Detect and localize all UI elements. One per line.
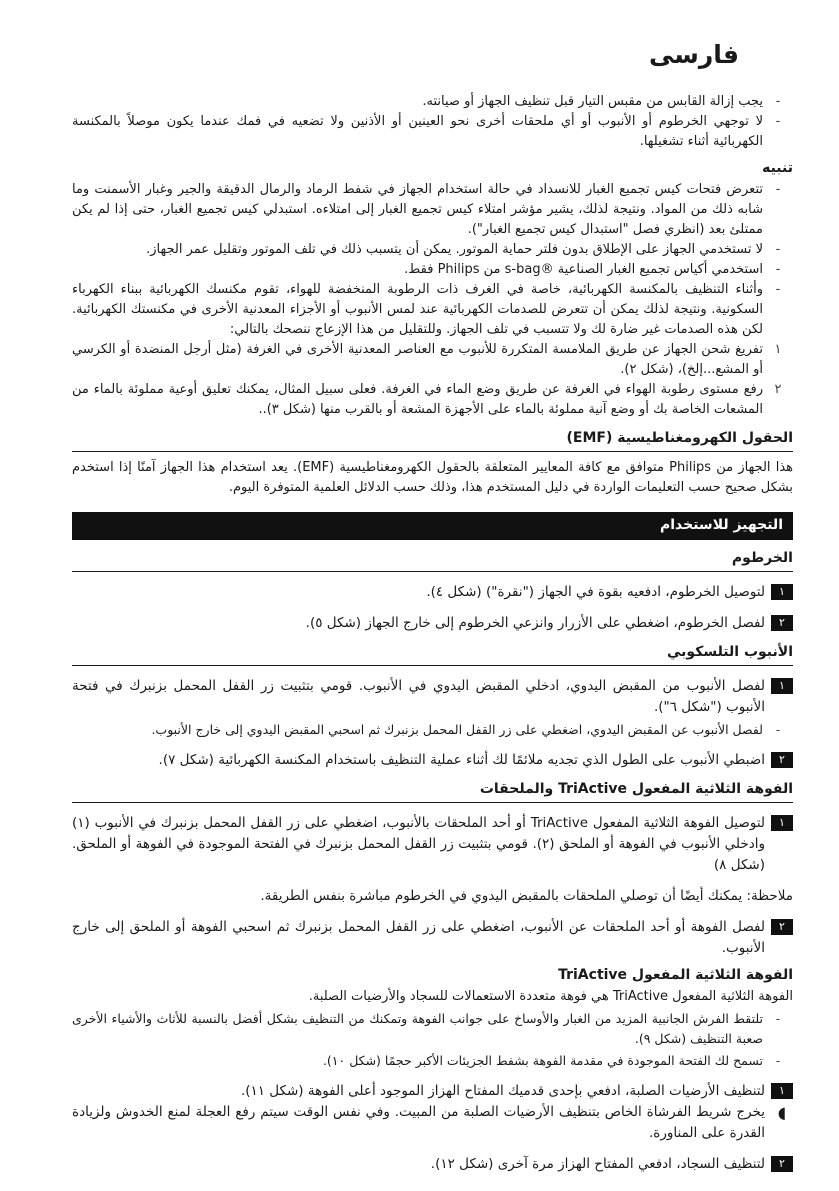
- tube-sub-bullet: [72, 720, 793, 740]
- bullet-marker: ١: [774, 342, 782, 357]
- step-number: ٢: [771, 615, 793, 631]
- bullet-marker: -: [775, 262, 781, 277]
- prep-section-bar: التجهیز للاستخدام: [72, 512, 793, 540]
- hose-step: [72, 582, 793, 603]
- hose-heading: الخرطوم: [72, 548, 793, 572]
- triactive-step: [72, 1081, 793, 1102]
- dash-bullet: -: [775, 1011, 781, 1026]
- tube-step: [72, 676, 793, 718]
- caution-text: رفع مستوی رطوبة الهواء في الغرفة عن طریق وضع الماء في الغرفة. فعلی سبیل المثال، یمکنك تعلیق أوعیة مملوئة بالماء من المشعات الخاصة بك أو وضع آنیة مملوئة بالماء علی الأجهزة المشعة أو بالقرب منها (شکل ٣)..: [72, 382, 763, 417]
- dash-bullet: -: [775, 114, 781, 129]
- page-title: فارسی: [648, 40, 739, 69]
- warning-text: لا توجهي الخرطوم أو الأنبوب أو أي ملحقات أخرى نحو العینین أو الأذنین ولا تضعیه في فمك عندما یکون موصلاً بالمکنسة الکهربائیة أثناء تشغیلها.: [72, 114, 763, 149]
- bullet-text: تلتقط الفرش الجانبیة المزید من الغبار والأوساخ علی جوانب الفوهة وتمکنك من التنظیف بشکل أفضل بالنسبة للأثاث والأشیاء الأخری صعبة التنظیف (شکل ٩).: [72, 1011, 763, 1046]
- caution-item: [72, 340, 793, 380]
- caution-text: لا تستخدمي الجهاز علی الإطلاق بدون فلتر حمایة الموتور. یمکن أن یتسبب ذلك في تلف الموتور وتقلیل عمر الجهاز.: [146, 242, 763, 257]
- step-number: ١: [771, 678, 793, 694]
- step-number: ١: [771, 1083, 793, 1099]
- sub-bullet-text: لفصل الأنبوب عن المقبض الیدوي، اضغطي علی زر القفل المحمل بزنبرك ثم اسحبي المقبض الیدوي إلی خارج الأنبوب.: [151, 722, 763, 737]
- caution-item: [72, 260, 793, 280]
- bullet-marker: -: [775, 242, 781, 257]
- bullet-text: تسمح لك الفتحة الموجودة في مقدمة الفوهة بشفط الجزیئات الأکبر حجمًا (شکل ١٠).: [322, 1053, 763, 1068]
- caution-text: تفریغ شحن الجهاز عن طریق الملامسة المتکررة للأنبوب مع العناصر المعدنیة الأخری في الغرفة (مثل أرجل المنضدة أو الکرسي أو المشع...إلخ)، (شکل ٢).: [72, 342, 763, 377]
- step-text: لفصل الفوهة أو أحد الملحقات عن الأنبوب، اضغطي علی زر القفل المحمل بزنبرك ثم اسحبي الفوهة أو الملحق إلی خارج الأنبوب.: [72, 919, 765, 956]
- step-text: لتنظیف السجاد، ادفعي المفتاح الهزاز مرة آخری (شکل ١٢).: [430, 1156, 765, 1172]
- step-text: لتنظیف الأرضیات الصلبة، ادفعي بإحدی قدمیك المفتاح الهزاز الموجود أعلی الفوهة (شکل ١١).: [240, 1083, 765, 1099]
- nozzle-accessories-heading: الفوهة الثلاثیة المفعول TriActive والملحقات: [72, 779, 793, 803]
- hose-step: [72, 613, 793, 634]
- caution-text: استخدمي أکیاس تجمیع الغبار الصناعیة ®s-bag من Philips فقط.: [404, 262, 763, 277]
- step-text: لفصل الأنبوب من المقبض الیدوي، ادخلي المقبض الیدوي في الأنبوب. قومي بتثبیت زر القفل المحمل بزنبرك في فتحة الأنبوب ("شکل ٦").: [72, 678, 765, 715]
- step-number: ٢: [771, 752, 793, 768]
- triactive-result: [72, 1102, 793, 1144]
- triactive-bullet: [72, 1009, 793, 1049]
- result-bullet-icon: ◖: [777, 1103, 787, 1122]
- caution-text: وأثناء التنظیف بالمکنسة الکهربائیة، خاصة في الغرف ذات الرطوبة المنخفضة للهواء، تقوم مکنسك الکهربائیة ببناء الکهرباء السکونیة. ونتیجة لذلك یمکن أن تتعرض للصدمات الکهربائیة عند لمس الأنبوب أو الأجزاء المعدنیة الأخری في مکنستك الکهربائیة. لکن هذه الصدمات غیر ضارة لك ولا تتسبب في تلف الجهاز. وللتقلیل من هذا الإزعاج ننصحك بالتالي:: [72, 282, 763, 337]
- dash-bullet: -: [775, 94, 781, 109]
- step-number: ٢: [771, 1156, 793, 1172]
- step-number: ١: [771, 584, 793, 600]
- caution-heading: تنبیه: [762, 160, 793, 176]
- step-number: ٢: [771, 919, 793, 935]
- dash-bullet: -: [775, 722, 781, 737]
- nozzle-step: [72, 813, 793, 876]
- caution-item: [72, 380, 793, 420]
- note-text: ملاحظة: یمکنك أیضًا أن توصلي الملحقات بالمقبض الیدوي في الخرطوم مباشرة بنفس الطریقة.: [260, 888, 793, 904]
- emf-heading: الحقول الکهرومغناطیسیة (EMF): [72, 428, 793, 452]
- caution-item: [72, 180, 793, 240]
- caution-item: [72, 280, 793, 340]
- emf-paragraph: هذا الجهاز من Philips متوافق مع کافة المعاییر المتعلقة بالحقول الکهرومغناطیسیة (EMF). یعد استخدام هذا الجهاز آمنًا إذا استخدم بشکل صحیح حسب التعلیمات الواردة في دلیل المستخدم هذا، وذلك حسب الدلائل العلمیة المتوفرة الیوم.: [72, 460, 794, 495]
- step-text: لتوصیل الفوهة الثلاثیة المفعول TriActive أو أحد الملحقات بالأنبوب، اضغطي علی زر القفل المحمل بزنبرك في الأنبوب (١) وادخلي الأنبوب في الفوهة أو الملحق (٢). قومي بتثبیت زر القفل المحمل بزنبرك في الفتحة الموجودة في الفوهة أو الملحق. (شکل ٨): [72, 815, 766, 873]
- triactive-heading: الفوهة الثلاثیة المفعول TriActive: [558, 967, 793, 983]
- bullet-marker: ٢: [774, 382, 782, 397]
- step-text: لتوصیل الخرطوم، ادفعیه بقوة في الجهاز ("نقرة") (شکل ٤).: [426, 584, 765, 600]
- dash-bullet: -: [775, 1053, 781, 1068]
- step-text: اضبطي الأنبوب علی الطول الذي تجدیه ملائمًا لك أثناء عملیة التنظیف باستخدام المکنسة الکهربائیة (شکل ٧).: [158, 752, 765, 768]
- warning-item: [72, 112, 793, 152]
- step-number: ١: [771, 815, 793, 831]
- warning-item: [72, 92, 793, 112]
- step-text: لفصل الخرطوم، اضغطي علی الأزرار وانزعي الخرطوم إلی خارج الجهاز (شکل ٥).: [305, 615, 765, 631]
- bullet-marker: -: [775, 282, 781, 297]
- caution-item: [72, 240, 793, 260]
- tube-step: [72, 750, 793, 771]
- triactive-step: [72, 1154, 793, 1175]
- triactive-intro: الفوهة الثلاثیة المفعول TriActive هي فوهة متعددة الاستعمالات للسجاد والأرضیات الصلبة.: [308, 989, 793, 1004]
- tube-heading: الأنبوب التلسکوبي: [72, 642, 793, 666]
- caution-text: تتعرض فتحات کیس تجمیع الغبار للانسداد في حالة استخدام الجهاز في شفط الرماد والرمال الدقیقة والجیر وغبار الأسمنت وما شابه ذلك من المواد. ونتیجة لذلك، یشیر مؤشر امتلاء کیس تجمیع الغبار إلی امتلاءه. استبدلي کیس تجمیع الغبار، حتی إذا لم یکن ممتلئ بعد (انظري فصل "استبدال کیس تجمیع الغبار").: [72, 182, 763, 237]
- nozzle-step: [72, 917, 793, 959]
- triactive-bullet: [72, 1051, 793, 1071]
- content-column: [72, 92, 793, 1175]
- warning-text: یجب إزالة القابس من مقبس التیار قبل تنظیف الجهاز أو صیانته.: [422, 94, 763, 109]
- bullet-marker: -: [775, 182, 781, 197]
- result-text: یخرج شریط الفرشاة الخاص بتنظیف الأرضیات الصلبة من المبیت. وفي نفس الوقت سیتم رفع العجلة لمنع الخدوش ولزیادة القدرة علی المناورة.: [72, 1104, 765, 1141]
